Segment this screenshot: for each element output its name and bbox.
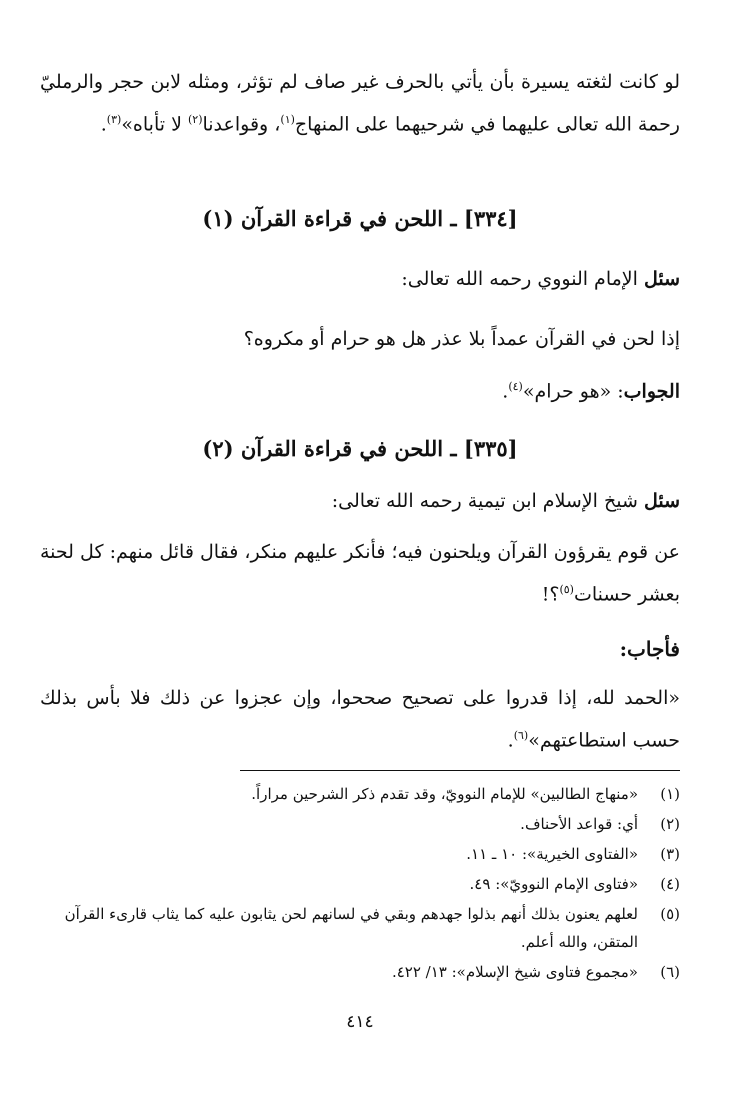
footnote-separator (240, 770, 680, 771)
intro-text-4: . (100, 113, 107, 136)
reply-label: فأجاب: (619, 637, 680, 661)
intro-text-3: لا تأباه» (121, 113, 188, 136)
intro-paragraph (40, 64, 680, 143)
footnote-ref-3[interactable]: (٣) (106, 113, 122, 126)
footnote-4 (40, 870, 680, 898)
footnote-3 (40, 840, 680, 868)
section2-asker-line (40, 486, 680, 516)
footnote-number: (١) (660, 785, 680, 803)
section1-question: إذا لحن في القرآن عمداً بلا عذر هل هو حرام أو مكروه؟ (243, 328, 680, 350)
answer-label: الجواب (623, 380, 680, 403)
reply-end: . (507, 729, 514, 752)
section2-reply (40, 680, 680, 759)
section1-answer-line (40, 372, 680, 406)
footnote-2 (40, 810, 680, 838)
section1-asker-line (40, 264, 680, 294)
footnote-ref-2[interactable]: (٢) (187, 113, 203, 126)
footnote-5 (40, 900, 680, 956)
section2-question (40, 534, 680, 613)
footnote-number: (٢) (660, 815, 680, 833)
reply-text: «الحمد لله، إذا قدروا على تصحيح صححوا، وإن عجزوا عن ذلك فلا بأس بذلك حسب استطاعتهم» (40, 687, 680, 752)
footnote-number: (٥) (660, 905, 680, 923)
footnote-number: (٤) (660, 875, 680, 893)
answer-text: : «هو حرام» (522, 380, 624, 403)
footnote-text: «منهاج الطالبين» للإمام النوويّ، وقد تقدم ذكر الشرحين مراراً. (251, 785, 638, 803)
question-text: عن قوم يقرؤون القرآن ويلحنون فيه؛ فأنكر عليهم منكر، فقال قائل منهم: كل لحنة بعشر حسنات (40, 541, 680, 606)
footnote-text: «فتاوى الإمام النوويّ»: ٤٩. (469, 875, 638, 893)
section-heading-335: [٣٣٥] ـ اللحن في قراءة القرآن (٢) (202, 436, 518, 461)
footnote-text: أي: قواعد الأحناف. (520, 815, 638, 833)
answer-end: . (502, 380, 509, 403)
footnote-number: (٦) (660, 963, 680, 981)
intro-text-2: ، وقواعدنا (202, 113, 281, 136)
footnote-ref-1[interactable]: (١) (280, 113, 295, 126)
footnote-text: لعلهم يعنون بذلك أنهم بذلوا جهدهم وبقي في لسانهم لحن يثابون عليه كما يثاب قارىء القرآن المتقن، والله أعلم. (64, 905, 638, 951)
asker-text: الإمام النووي رحمه الله تعالى: (401, 268, 644, 290)
footnote-text: «مجموع فتاوى شيخ الإسلام»: ١٣/ ٤٢٢. (391, 963, 638, 981)
asker-label: سئل (643, 268, 680, 290)
page-number: ٤١٤ (346, 1012, 374, 1032)
asker-label: سئل (643, 490, 680, 512)
footnote-6 (40, 958, 680, 986)
footnote-1 (40, 780, 680, 808)
intro-text: لو كانت لثغته يسيرة بأن يأتي بالحرف غير صاف لم تؤثر، ومثله لابن حجر والرمليّ رحمة الله تعالى عليهما في شرحيهما على المنهاج (40, 71, 680, 136)
footnote-text: «الفتاوى الخيرية»: ١٠ ـ ١١. (466, 845, 638, 863)
section-heading-334: [٣٣٤] ـ اللحن في قراءة القرآن (١) (202, 206, 518, 231)
asker-text: شيخ الإسلام ابن تيمية رحمه الله تعالى: (331, 490, 644, 512)
footnote-ref-5[interactable]: (٥) (559, 583, 574, 596)
question-end: ؟! (541, 583, 560, 606)
footnote-ref-6[interactable]: (٦) (513, 729, 529, 742)
footnote-ref-4[interactable]: (٤) (508, 380, 523, 393)
footnote-number: (٣) (660, 845, 680, 863)
